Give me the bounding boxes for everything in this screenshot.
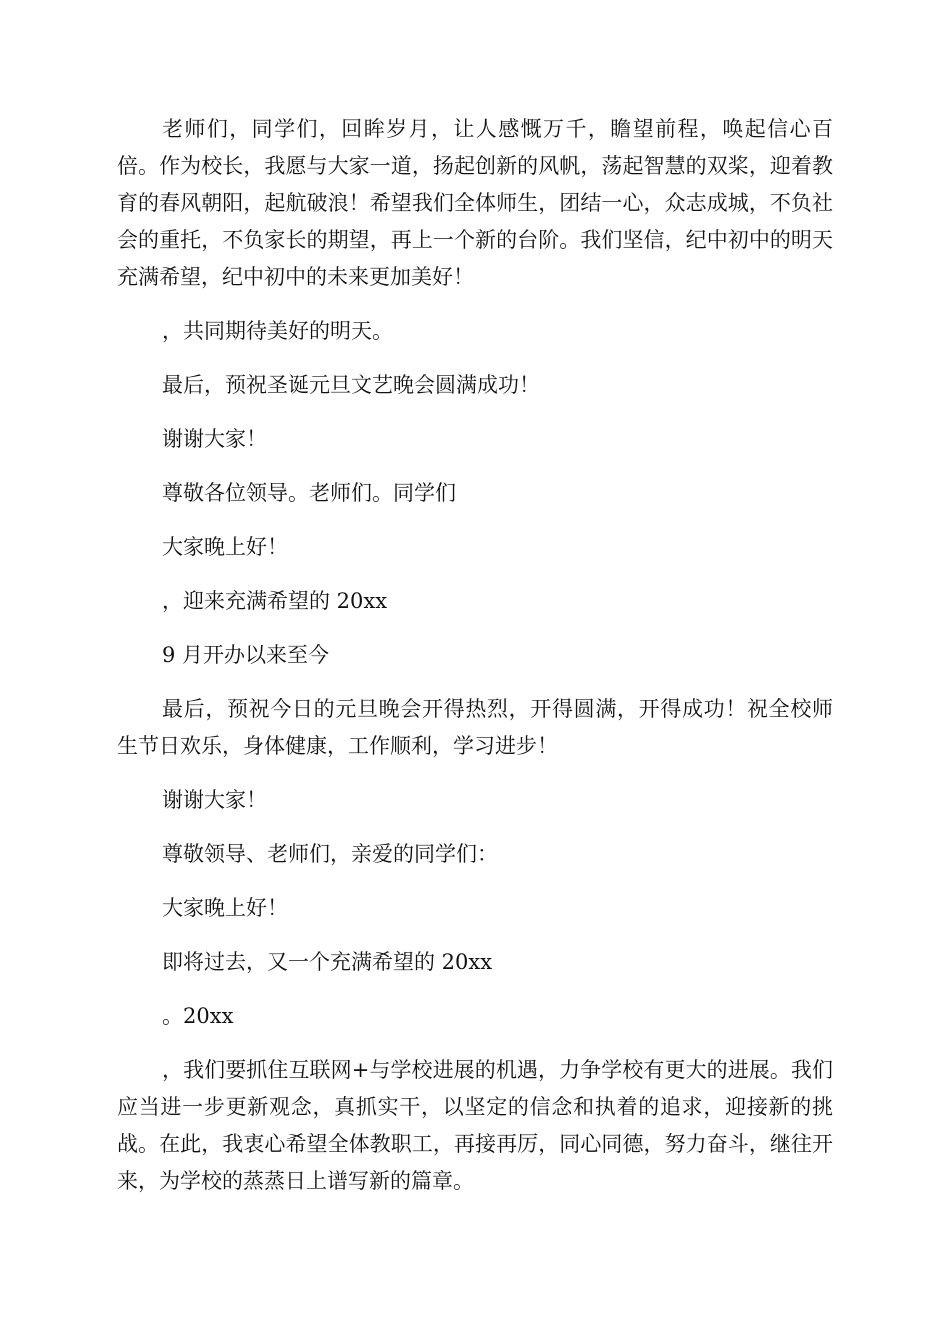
paragraph-15: ，我们要抓住互联网+与学校进展的机遇，力争学校有更大的进展。我们应当进一步更新观念，真抓实干，以坚定的信念和执着的追求，迎接新的挑战。在此，我衷心希望全体教职工，再接再厉，同心同德，努力奋斗，继往开来，为学校的蒸蒸日上谱写新的篇章。 <box>117 1058 833 1193</box>
paragraph-1: 老师们，同学们，回眸岁月，让人感慨万千，瞻望前程，唤起信心百倍。作为校长，我愿与大家一道，扬起创新的风帆，荡起智慧的双桨，迎着教育的春风朝阳，起航破浪！希望我们全体师生，团结一心，众志成城，不负社会的重托，不负家长的期望，再上一个新的台阶。我们坚信，纪中初中的明天充满希望，纪中初中的未来更加美好！ <box>117 117 833 289</box>
paragraph-10: 谢谢大家！ <box>162 788 267 812</box>
paragraph-4: 谢谢大家！ <box>162 427 267 451</box>
paragraph-2: ，共同期待美好的明天。 <box>162 319 393 343</box>
paragraph-3: 最后，预祝圣诞元旦文艺晚会圆满成功！ <box>162 373 540 397</box>
paragraph-5: 尊敬各位领导。老师们。同学们 <box>162 481 456 505</box>
paragraph-13: 即将过去，又一个充满希望的 20xx <box>162 950 493 974</box>
paragraph-7: ，迎来充满希望的 20xx <box>162 589 388 613</box>
document-body <box>117 111 833 1217</box>
paragraph-6: 大家晚上好！ <box>162 535 288 559</box>
paragraph-12: 大家晚上好！ <box>162 896 288 920</box>
paragraph-9: 最后，预祝今日的元旦晚会开得热烈，开得圆满，开得成功！祝全校师生节日欢乐，身体健康，工作顺利，学习进步！ <box>117 697 833 758</box>
paragraph-8: 9 月开办以来至今 <box>162 643 330 667</box>
paragraph-11: 尊敬领导、老师们，亲爱的同学们： <box>162 842 498 866</box>
paragraph-14: 。20xx <box>162 1004 234 1028</box>
